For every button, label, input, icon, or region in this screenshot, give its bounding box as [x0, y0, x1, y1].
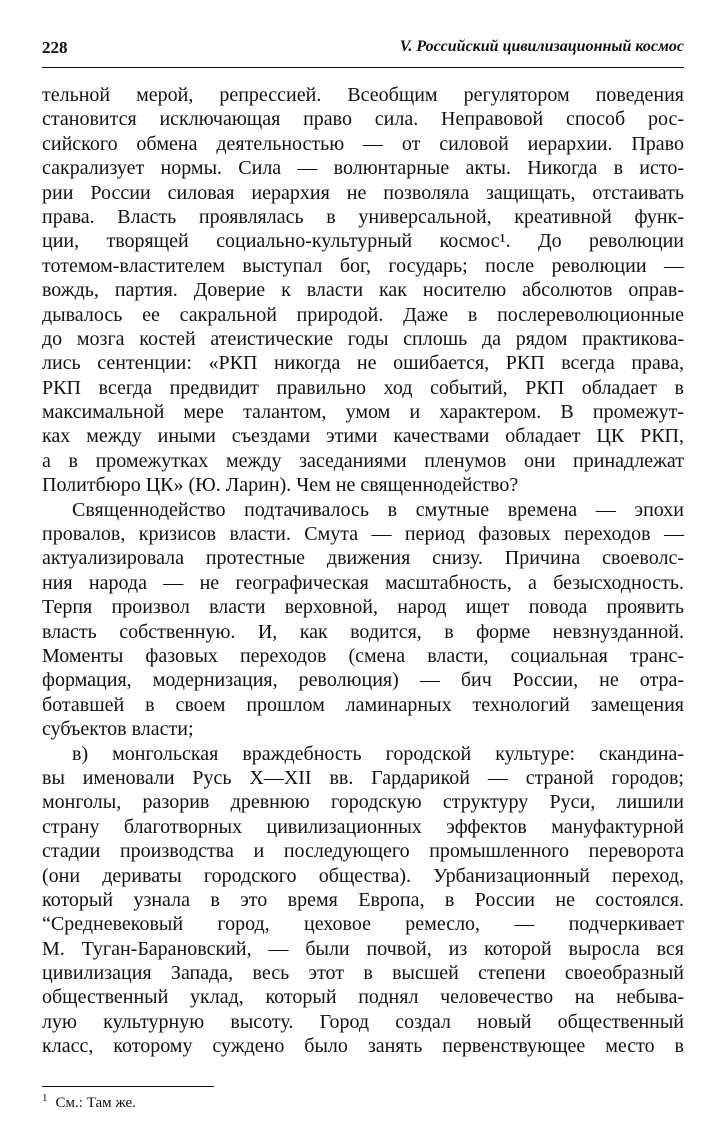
running-head — [42, 38, 684, 64]
text-line: до мозга костей атеистические годы сплошь да рядом практикова- — [42, 327, 684, 350]
text-line: сийского обмена деятельностью — от силовой иерархии. Право — [42, 132, 684, 155]
text-line: “Средневековый город, цеховое ремесло, — подчеркивает — [42, 913, 684, 936]
text-line: ции, творящей социально-культурный космос¹. До революции — [42, 230, 684, 253]
text-line: Священнодейство подтачивалось в смутные времена — эпохи — [72, 498, 684, 521]
text-line: становится исключающая право сила. Неправовой способ рос- — [42, 108, 684, 131]
text-line: власть собственную. И, как водится, в форме невзнузданной. — [42, 620, 684, 643]
text-line: лую культурную высоту. Город создал новый общественный — [42, 1010, 684, 1033]
text-line: М. Туган-Барановский, — были почвой, из которой выросла вся — [42, 937, 684, 960]
text-line: страну благотворных цивилизационных эффектов мануфактурной — [42, 815, 684, 838]
text-line: дывалось ее сакральной природой. Даже в послереволюционные — [42, 303, 684, 326]
text-line: цивилизация Запада, весь этот в высшей степени своеобразный — [42, 962, 684, 985]
text-line: РКП всегда предвидит правильно ход событий, РКП обладает в — [42, 376, 684, 399]
text-line: Терпя произвол власти верховной, народ ищет повода проявить — [42, 596, 684, 619]
text-line: Политбюро ЦК» (Ю. Ларин). Чем не священнодейство? — [42, 474, 519, 497]
text-line: сакрализует нормы. Сила — волюнтарные акты. Никогда в исто- — [42, 157, 684, 180]
text-line: формация, модернизация, революция) — бич России, не отра- — [42, 669, 684, 692]
text-line: тельной мерой, репрессией. Всеобщим регулятором поведения — [42, 84, 684, 106]
text-line: актуализировала протестные движения снизу. Причина своеволс- — [42, 547, 684, 570]
text-line: (они дериваты городского общества). Урбанизационный переход, — [42, 864, 684, 887]
text-line: Моменты фазовых переходов (смена власти, социальная транс- — [42, 644, 684, 667]
body-text — [42, 83, 684, 1059]
text-line: стадии производства и последующего промышленного переворота — [42, 840, 684, 863]
text-line: лись сентенции: «РКП никогда не ошибается, РКП всегда права, — [42, 352, 684, 375]
text-line: вождь, партия. Доверие к власти как носителю абсолютов оправ- — [42, 279, 684, 302]
text-line: вы именовали Русь X—XII вв. Гардарикой — страной городов; — [42, 766, 684, 789]
text-line: максимальной мере талантом, умом и характером. В промежут- — [42, 401, 684, 424]
header-rule — [42, 67, 684, 68]
footnote — [42, 1092, 136, 1112]
text-line: а в промежутках между заседаниями пленумов они принадлежат — [42, 449, 684, 472]
text-line: тотемом-властителем выступал бог, государь; после революции — — [42, 254, 684, 277]
footnote-mark: 1 — [42, 1092, 48, 1104]
page-number: 228 — [42, 38, 68, 57]
text-line: ках между иными съездами этими качествами обладает ЦК РКП, — [42, 425, 684, 448]
text-line: ния народа — не географическая масштабность, а безысходность. — [42, 571, 684, 594]
text-line: провалов, кризисов власти. Смута — период фазовых переходов — — [42, 523, 684, 546]
text-line: монголы, разорив древнюю городскую структуру Руси, лишили — [42, 791, 684, 814]
running-title: V. Российский цивилизационный космос — [399, 38, 684, 55]
footnote-text: См.: Там же. — [55, 1095, 136, 1111]
text-line: в) монгольская враждебность городской культуре: скандина- — [72, 742, 684, 765]
text-line: который узнала в это время Европа, в России не состоялся. — [42, 888, 684, 911]
text-line: ботавшей в своем прошлом ламинарных технологий замещения — [42, 693, 684, 716]
text-line: субъектов власти; — [42, 718, 194, 741]
text-line: рии России силовая иерархия не позволяла защищать, отстаивать — [42, 181, 684, 204]
text-line: права. Власть проявлялась в универсальной, креативной функ- — [42, 205, 684, 228]
text-line: общественный уклад, который поднял человечество на небыва- — [42, 986, 684, 1009]
footnote-rule — [42, 1086, 214, 1087]
text-line: класс, которому суждено было занять первенствующее место в — [42, 1035, 684, 1058]
book-page — [42, 0, 684, 1130]
